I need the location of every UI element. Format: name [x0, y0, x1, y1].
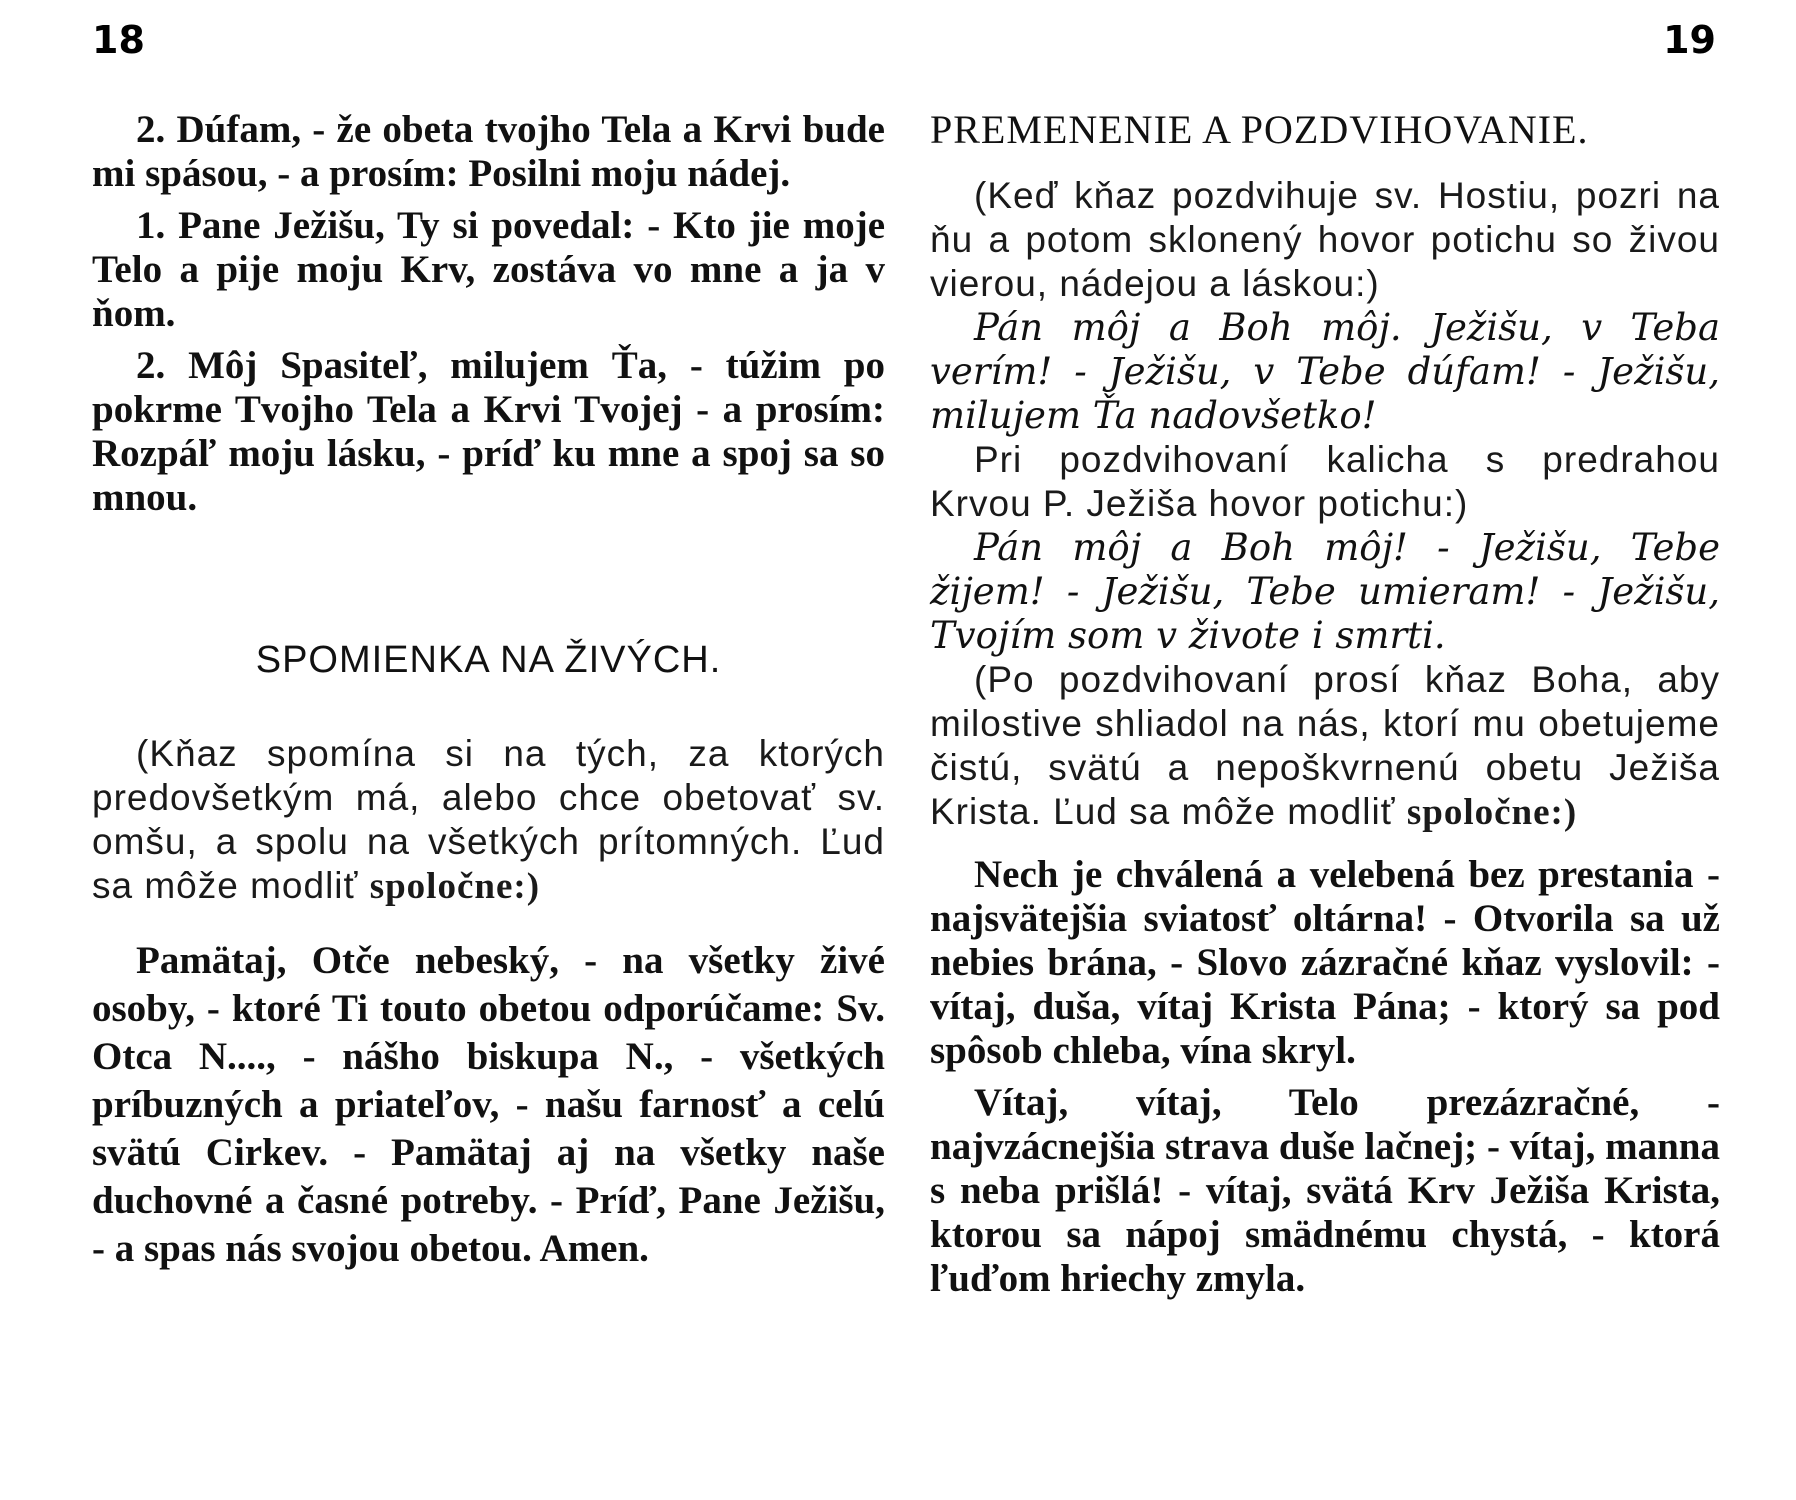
rubric-text: (Po pozdvihovaní prosí kňaz Boha, aby milostive shliadol na nás, ktorí mu obetujeme čistú, svätú a nepoškvrnenú obetu Ježiša Krista. Ľud sa môže modliť [930, 659, 1720, 832]
left-column [92, 108, 885, 1273]
prayer-paragraph: 1. Pane Ježišu, Ty si povedal: - Kto jie moje Telo a pije moju Krv, zostáva vo mne a ja v ňom. [92, 204, 885, 335]
rubric-bold-text: spoločne:) [369, 866, 541, 907]
italic-prayer: Pán môj a Boh môj. Ježišu, v Teba verím! - Ježišu, v Tebe dúfam! - Ježišu, milujem Ťa nadovšetko! [930, 306, 1720, 437]
right-column [930, 108, 1720, 1301]
rubric-paragraph: Pri pozdvihovaní kalicha s predrahou Krvou P. Ježiša hovor potichu:) [930, 439, 1720, 524]
rubric-paragraph [930, 658, 1720, 835]
section-heading: SPOMIENKA NA ŽIVÝCH. [255, 639, 722, 681]
rubric-bold-text: spoločne:) [1406, 792, 1578, 833]
prayer-paragraph: Pamätaj, Otče nebeský, - na všetky živé osoby, - ktoré Ti touto obetou odporúčame: Sv. Otca N...., - nášho biskupa N., - všetkých príbuzných a priateľov, - našu farnosť a celú svätú Cirkev. - Pamätaj aj na všetky naše duchovné a časné potreby. - Príď, Pane Ježišu, - a spas nás svojou obetou. Amen. [92, 939, 885, 1270]
page-number-right: 19 [1663, 18, 1716, 62]
italic-prayer: Pán môj a Boh môj! - Ježišu, Tebe žijem! - Ježišu, Tebe umieram! - Ježišu, Tvojím som v živote i smrti. [930, 526, 1720, 657]
rubric-paragraph [92, 732, 885, 909]
page-number-left: 18 [92, 18, 145, 62]
section-heading: PREMENENIE A POZDVIHOVANIE. [930, 107, 1589, 152]
prayer-paragraph: 2. Dúfam, - že obeta tvojho Tela a Krvi bude mi spásou, - a prosím: Posilni moju nádej. [92, 108, 885, 195]
prayer-paragraph: Vítaj, vítaj, Telo prezázračné, - najvzácnejšia strava duše lačnej; - vítaj, manna s neba prišlá! - vítaj, svätá Krv Ježiša Krista, ktorou sa nápoj smädnému chystá, - ktorá ľuďom hriechy zmyla. [930, 1081, 1720, 1300]
rubric-text: (Kňaz spomína si na tých, za ktorých predovšetkým má, alebo chce obetovať sv. omšu, a spolu na všetkých prítomných. Ľud sa môže modliť [92, 733, 885, 906]
prayer-paragraph: Nech je chválená a velebená bez prestania - najsvätejšia sviatosť oltárna! - Otvorila sa už nebies brána, - Slovo zázračné kňaz vyslovil: - vítaj, duša, vítaj Krista Pána; - ktorý sa pod spôsob chleba, vína skryl. [930, 853, 1720, 1072]
prayer-paragraph: 2. Môj Spasiteľ, milujem Ťa, - túžim po pokrme Tvojho Tela a Krvi Tvojej - a prosím: Rozpáľ moju lásku, - príď ku mne a spoj sa so mnou. [92, 344, 885, 519]
rubric-paragraph: (Keď kňaz pozdvihuje sv. Hostiu, pozri na ňu a potom sklonený hovor potichu so živou vierou, nádejou a láskou:) [930, 175, 1720, 304]
